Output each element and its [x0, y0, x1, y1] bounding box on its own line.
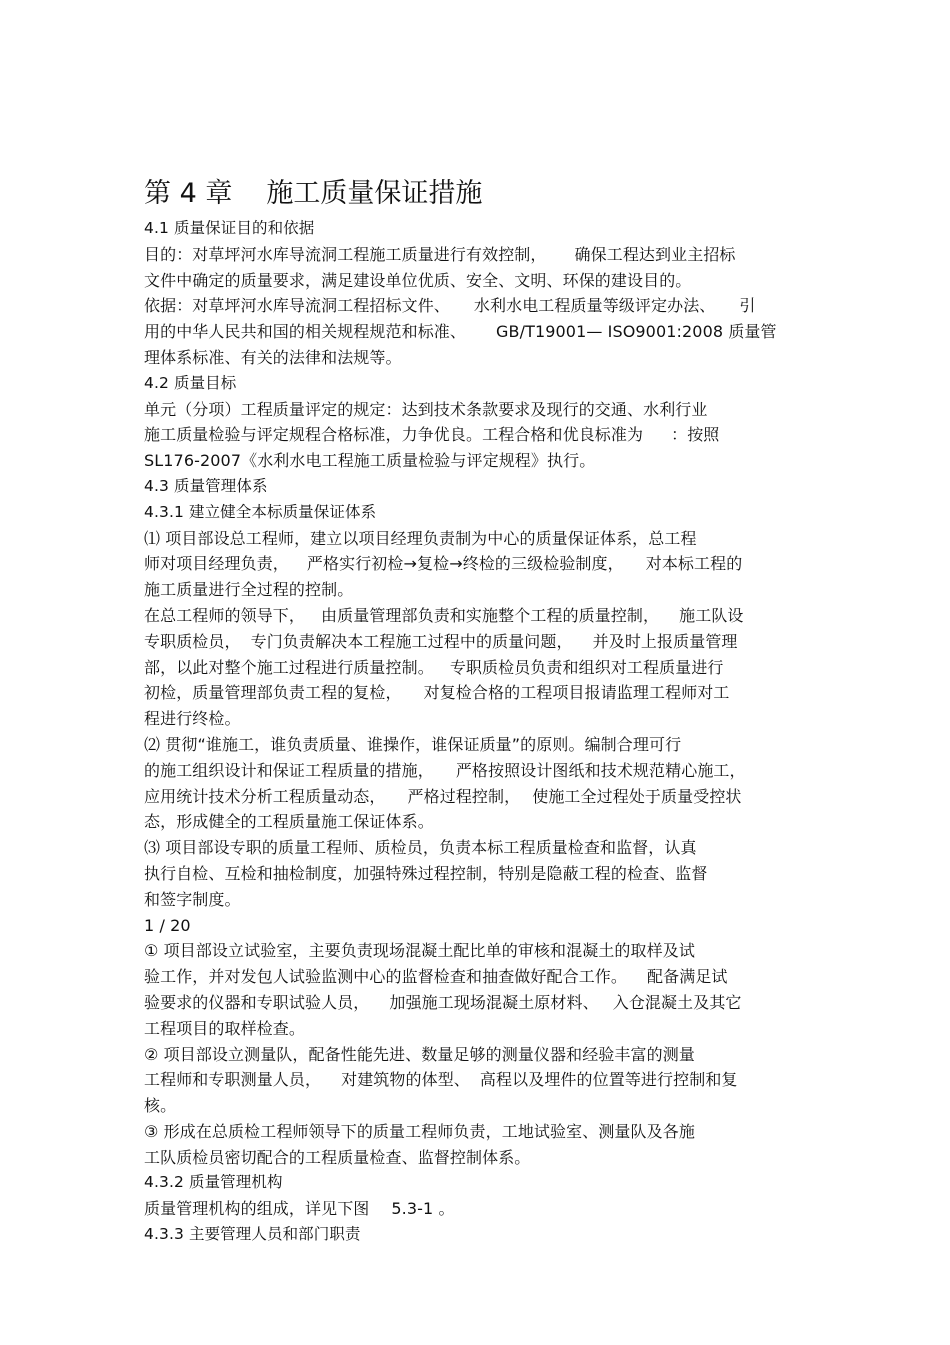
section-heading-4-1: 4.1 质量保证目的和依据 — [144, 219, 315, 237]
paragraph-line: ③ 形成在总质检工程师领导下的质量工程师负责，工地试验室、测量队及各施 — [144, 1121, 695, 1141]
text-run: 配备满足试 — [647, 967, 728, 987]
text-run: 工程师和专职测量人员， — [144, 1070, 322, 1090]
text-run: 部，以此对整个施工过程进行质量控制。 — [144, 657, 434, 677]
chapter-title — [144, 174, 482, 214]
paragraph-line: 执行自检、互检和抽检制度，加强特殊过程控制，特别是隐蔽工程的检查、监督 — [144, 863, 708, 883]
paragraph-line: 核。 — [144, 1096, 177, 1116]
text-run: 在总工程师的领导下， — [144, 605, 306, 625]
text-run: 引 — [739, 296, 756, 316]
text-run: 目的：对草坪河水库导流洞工程施工质量进行有效控制， — [144, 244, 547, 264]
text-run: GB/T19001— ISO9001:2008 质量管 — [496, 322, 777, 342]
paragraph-line — [144, 655, 824, 681]
paragraph-line: 施工质量进行全过程的控制。 — [144, 580, 354, 600]
text-run: 的施工组织设计和保证工程质量的措施， — [144, 760, 434, 780]
paragraph-line: 态，形成健全的工程质量施工保证体系。 — [144, 812, 434, 832]
text-run: 由质量管理部负责和实施整个工程的质量控制， — [321, 605, 660, 625]
text-run: 确保工程达到业主招标 — [574, 244, 736, 264]
paragraph-line: 工程项目的取样检查。 — [144, 1018, 306, 1038]
text-run: 依据：对草坪河水库导流洞工程招标文件、 — [144, 296, 450, 316]
paragraph-line — [144, 680, 824, 706]
text-run: 专职质检员， — [144, 631, 241, 651]
paragraph-line: ⑴ 项目部设总工程师，建立以项目经理负责制为中心的质量保证体系，总工程 — [144, 528, 697, 548]
text-run: 并及时上报质量管理 — [592, 631, 738, 651]
paragraph-line — [144, 242, 824, 268]
text-run: 入仓混凝土及其它 — [612, 992, 742, 1012]
paragraph-line: 理体系标准、有关的法律和法规等。 — [144, 347, 402, 367]
section-heading-4-2: 4.2 质量目标 — [144, 373, 237, 392]
paragraph-line — [144, 990, 824, 1016]
paragraph-line: ② 项目部设立测量队，配备性能先进、数量足够的测量仪器和经验丰富的测量 — [144, 1044, 695, 1064]
paragraph-line: 工队质检员密切配合的工程质量检查、监督控制体系。 — [144, 1147, 531, 1167]
section-heading-4-3-2: 4.3.2 质量管理机构 — [144, 1173, 283, 1192]
paragraph-line: SL176-2007《水利水电工程施工质量检验与评定规程》执行。 — [144, 451, 596, 471]
text-run: 专门负责解决本工程施工过程中的质量问题， — [250, 631, 573, 651]
paragraph-line — [144, 784, 824, 810]
text-run: 对本标工程的 — [645, 554, 743, 574]
paragraph-line — [144, 758, 824, 784]
chapter-number: 第 4 章 — [144, 178, 233, 209]
paragraph-line: 文件中确定的质量要求，满足建设单位优质、安全、文明、环保的建设目的。 — [144, 270, 692, 290]
text-run: 专职质检员负责和组织对工程质量进行 — [449, 657, 724, 677]
section-heading-4-3-3: 4.3.3 主要管理人员和部门职责 — [144, 1225, 361, 1244]
text-run: 质量管理机构的组成，详见下图 — [144, 1199, 370, 1219]
text-run: 严格按照设计图纸和技术规范精心施工， — [455, 760, 746, 780]
paragraph-line: 单元（分项）工程质量评定的规定：达到技术条款要求及现行的交通、水利行业 — [144, 399, 708, 419]
paragraph-line — [144, 964, 824, 990]
paragraph-line — [144, 603, 824, 629]
text-run: 使施工全过程处于质量受控状 — [532, 786, 742, 806]
paragraph-line: 程进行终检。 — [144, 709, 241, 729]
text-run: 施工队设 — [679, 605, 744, 625]
page-number: 1 / 20 — [144, 915, 191, 935]
text-run: 用的中华人民共和国的相关规程规范和标准、 — [144, 322, 467, 342]
paragraph-line — [144, 551, 824, 577]
text-run: 严格实行初检→复检→终检的三级检验制度， — [306, 554, 624, 574]
text-run: 加强施工现场混凝土原材料、 — [389, 992, 599, 1012]
section-heading-4-3: 4.3 质量管理体系 — [144, 476, 268, 495]
text-run: 5.3-1 。 — [391, 1199, 455, 1219]
text-run: 高程以及埋件的位置等进行控制和复 — [479, 1070, 738, 1090]
text-run: 严格过程控制， — [407, 786, 521, 806]
paragraph-line: 和签字制度。 — [144, 889, 241, 909]
chapter-title-text: 施工质量保证措施 — [266, 178, 483, 209]
text-run: ：按照 — [671, 425, 720, 445]
paragraph-line — [144, 319, 824, 345]
text-run: 施工质量检验与评定规程合格标准，力争优良。工程合格和优良标准为 — [144, 425, 644, 445]
section-heading-4-3-1: 4.3.1 建立健全本标质量保证体系 — [144, 502, 377, 521]
document-body — [144, 216, 824, 1248]
paragraph-line — [144, 293, 824, 319]
paragraph-line — [144, 1067, 824, 1093]
text-run: 验要求的仪器和专职试验人员， — [144, 992, 370, 1012]
text-run: 对建筑物的体型、 — [341, 1070, 470, 1090]
text-run: 应用统计技术分析工程质量动态， — [144, 786, 386, 806]
paragraph-line — [144, 1196, 824, 1222]
paragraph-line — [144, 422, 824, 448]
text-run: 对复检合格的工程项目报请监理工程师对工 — [423, 683, 730, 703]
paragraph-line: ⑵ 贯彻“谁施工，谁负责质量、谁操作，谁保证质量”的原则。编制合理可行 — [144, 734, 682, 754]
paragraph-line: ① 项目部设立试验室，主要负责现场混凝土配比单的审核和混凝土的取样及试 — [144, 941, 695, 961]
text-run: 师对项目经理负责， — [144, 554, 289, 574]
paragraph-line: ⑶ 项目部设专职的质量工程师、质检员，负责本标工程质量检查和监督，认真 — [144, 838, 697, 858]
paragraph-line — [144, 629, 824, 655]
text-run: 初检，质量管理部负责工程的复检， — [144, 683, 402, 703]
text-run: 验工作，并对发包人试验监测中心的监督检查和抽查做好配合工作。 — [144, 967, 628, 987]
text-run: 水利水电工程质量等级评定办法、 — [473, 296, 716, 316]
